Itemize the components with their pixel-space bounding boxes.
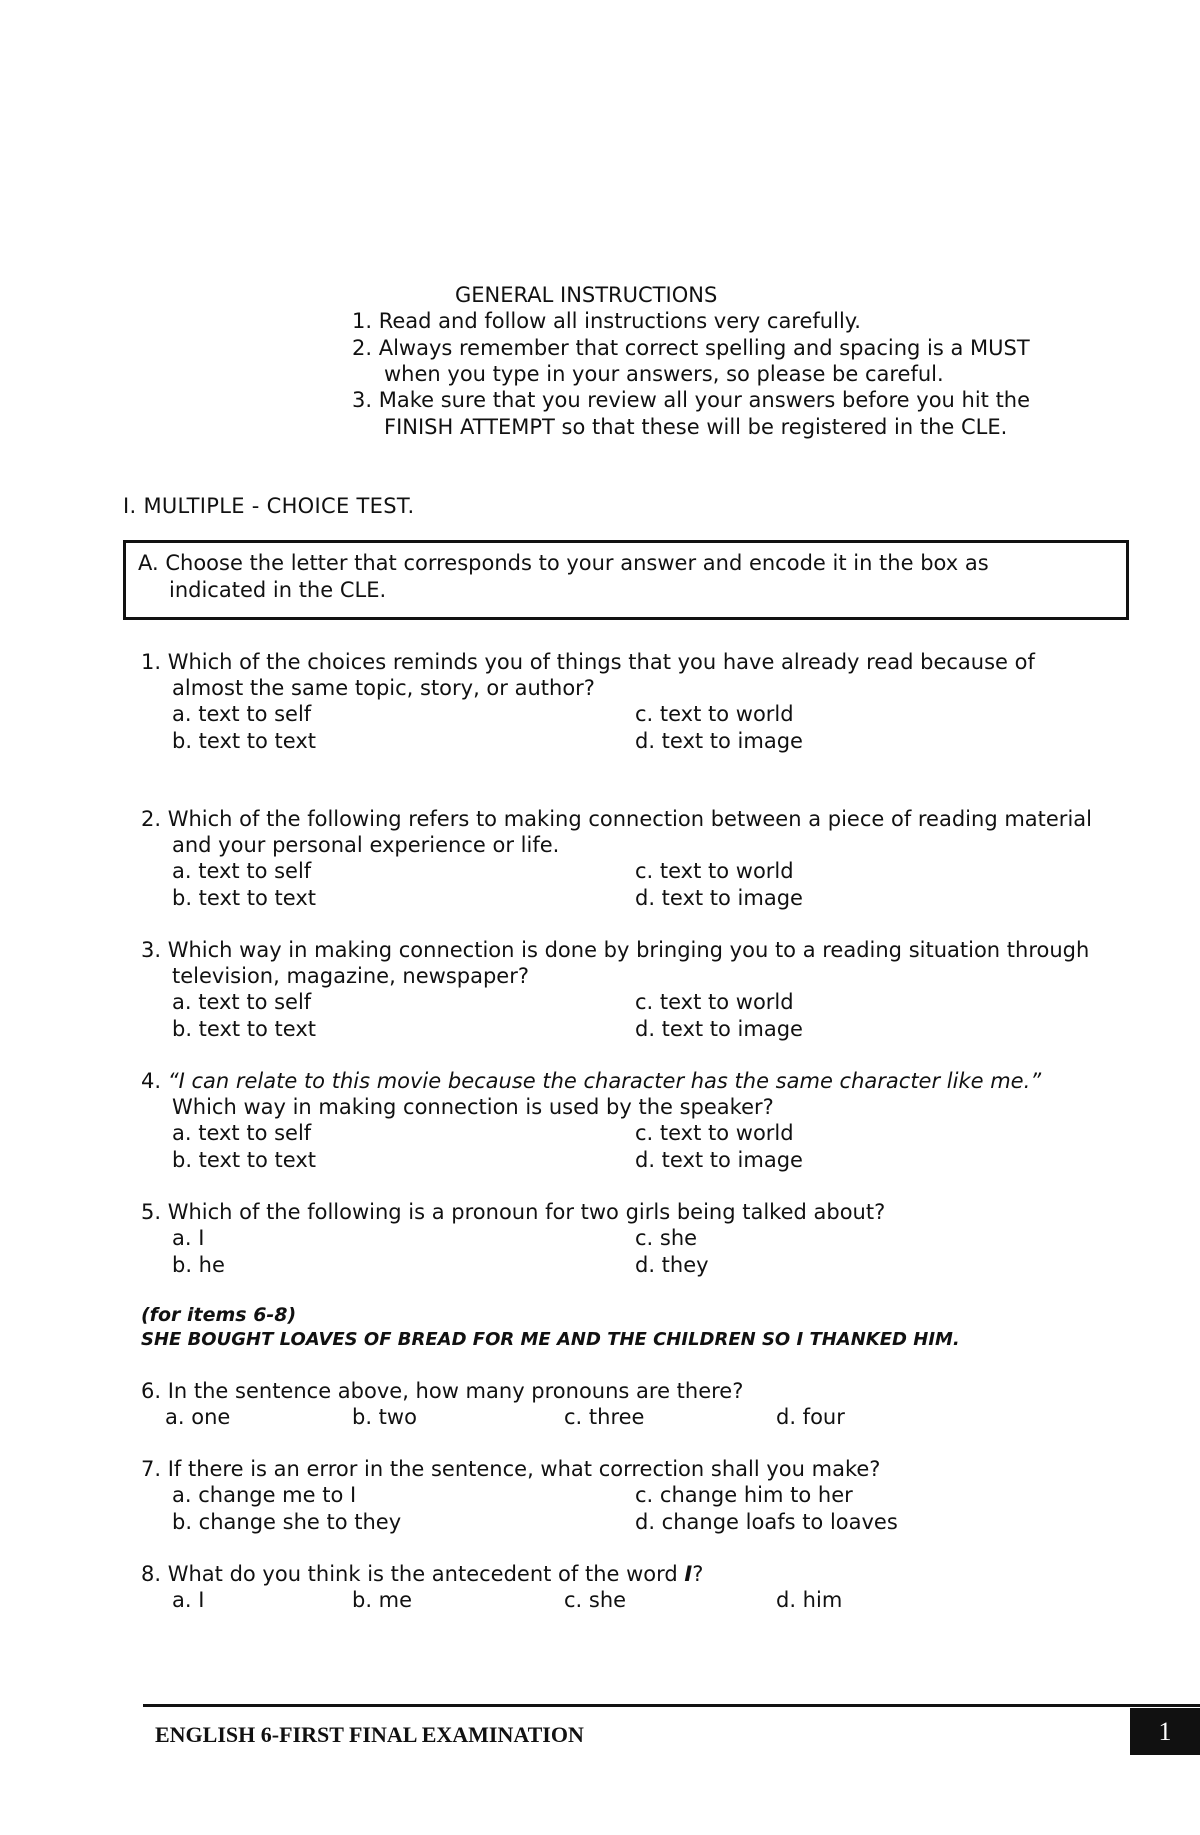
- footer-title: ENGLISH 6-FIRST FINAL EXAMINATION: [155, 1722, 584, 1747]
- question-3-stem: 3. Which way in making connection is done by bringing you to a reading situation through: [141, 938, 1090, 962]
- section-title: I. MULTIPLE - CHOICE TEST.: [123, 494, 415, 518]
- question-8-stem-text: 8. What do you think is the antecedent of the word: [141, 1562, 685, 1586]
- question-1-choice-c: c. text to world: [635, 702, 794, 726]
- question-4-choice-b: b. text to text: [172, 1148, 317, 1172]
- section-instruction-line1: A. Choose the letter that corresponds to your answer and encode it in the box as: [138, 551, 989, 575]
- question-8-keyword: I: [684, 1562, 693, 1586]
- question-6-choice-c: c. three: [564, 1405, 645, 1429]
- question-6-stem: 6. In the sentence above, how many pronouns are there?: [141, 1379, 744, 1403]
- instructions-heading: GENERAL INSTRUCTIONS: [455, 283, 718, 307]
- question-1-stem: 1. Which of the choices reminds you of things that you have already read because of: [141, 650, 1035, 674]
- instruction-item-2: 2. Always remember that correct spelling and spacing is a MUST: [352, 336, 1030, 360]
- instruction-item-3-cont: FINISH ATTEMPT so that these will be registered in the CLE.: [384, 415, 1008, 439]
- question-7-choice-b: b. change she to they: [172, 1510, 402, 1534]
- question-8-stem-end: ?: [692, 1562, 704, 1586]
- question-2-choice-c: c. text to world: [635, 859, 794, 883]
- question-8-choice-d: d. him: [776, 1588, 843, 1612]
- question-8-choice-b: b. me: [352, 1588, 413, 1612]
- question-8-stem: [141, 1561, 703, 1587]
- question-4-stem: [141, 1068, 1041, 1094]
- question-1-choice-b: b. text to text: [172, 729, 317, 753]
- question-5-choice-a: a. I: [172, 1226, 205, 1250]
- question-7-choice-c: c. change him to her: [635, 1483, 853, 1507]
- question-3-stem-cont: television, magazine, newspaper?: [172, 964, 529, 988]
- question-1-choice-a: a. text to self: [172, 702, 312, 726]
- instruction-item-2-cont: when you type in your answers, so please be careful.: [384, 362, 944, 386]
- passage-label: (for items 6-8): [141, 1304, 297, 1326]
- question-2-stem-cont: and your personal experience or life.: [172, 833, 560, 857]
- question-6-choice-a: a. one: [165, 1405, 231, 1429]
- instruction-item-1: 1. Read and follow all instructions very carefully.: [352, 309, 861, 333]
- question-1-choice-d: d. text to image: [635, 729, 803, 753]
- question-4-quote: “I can relate to this movie because the character has the same character like me.”: [167, 1069, 1042, 1093]
- question-5-choice-c: c. she: [635, 1226, 698, 1250]
- instruction-item-3: 3. Make sure that you review all your answers before you hit the: [352, 388, 1031, 412]
- question-2-choice-a: a. text to self: [172, 859, 312, 883]
- question-3-choice-c: c. text to world: [635, 990, 794, 1014]
- question-4-number: 4.: [141, 1069, 168, 1093]
- question-7-stem: 7. If there is an error in the sentence, what correction shall you make?: [141, 1457, 881, 1481]
- footer-divider: [143, 1704, 1200, 1707]
- question-2-choice-b: b. text to text: [172, 886, 317, 910]
- question-7-choice-a: a. change me to I: [172, 1483, 357, 1507]
- question-5-choice-b: b. he: [172, 1253, 225, 1277]
- question-5-choice-d: d. they: [635, 1253, 709, 1277]
- question-4-choice-a: a. text to self: [172, 1121, 312, 1145]
- question-2-choice-d: d. text to image: [635, 886, 803, 910]
- question-3-choice-b: b. text to text: [172, 1017, 317, 1041]
- question-4-choice-d: d. text to image: [635, 1148, 803, 1172]
- question-7-choice-d: d. change loafs to loaves: [635, 1510, 898, 1534]
- passage-sentence: SHE BOUGHT LOAVES OF BREAD FOR ME AND THE CHILDREN SO I THANKED HIM.: [141, 1329, 960, 1350]
- question-1-stem-cont: almost the same topic, story, or author?: [172, 676, 595, 700]
- question-4-stem-cont: Which way in making connection is used by the speaker?: [172, 1095, 774, 1119]
- section-instruction-line2: indicated in the CLE.: [169, 578, 387, 602]
- question-8-choice-a: a. I: [172, 1588, 205, 1612]
- question-2-stem: 2. Which of the following refers to making connection between a piece of reading material: [141, 807, 1092, 831]
- question-8-choice-c: c. she: [564, 1588, 627, 1612]
- question-4-choice-c: c. text to world: [635, 1121, 794, 1145]
- question-3-choice-a: a. text to self: [172, 990, 312, 1014]
- question-3-choice-d: d. text to image: [635, 1017, 803, 1041]
- question-6-choice-d: d. four: [776, 1405, 845, 1429]
- question-5-stem: 5. Which of the following is a pronoun for two girls being talked about?: [141, 1200, 886, 1224]
- page-number: 1: [1130, 1708, 1200, 1755]
- question-6-choice-b: b. two: [352, 1405, 417, 1429]
